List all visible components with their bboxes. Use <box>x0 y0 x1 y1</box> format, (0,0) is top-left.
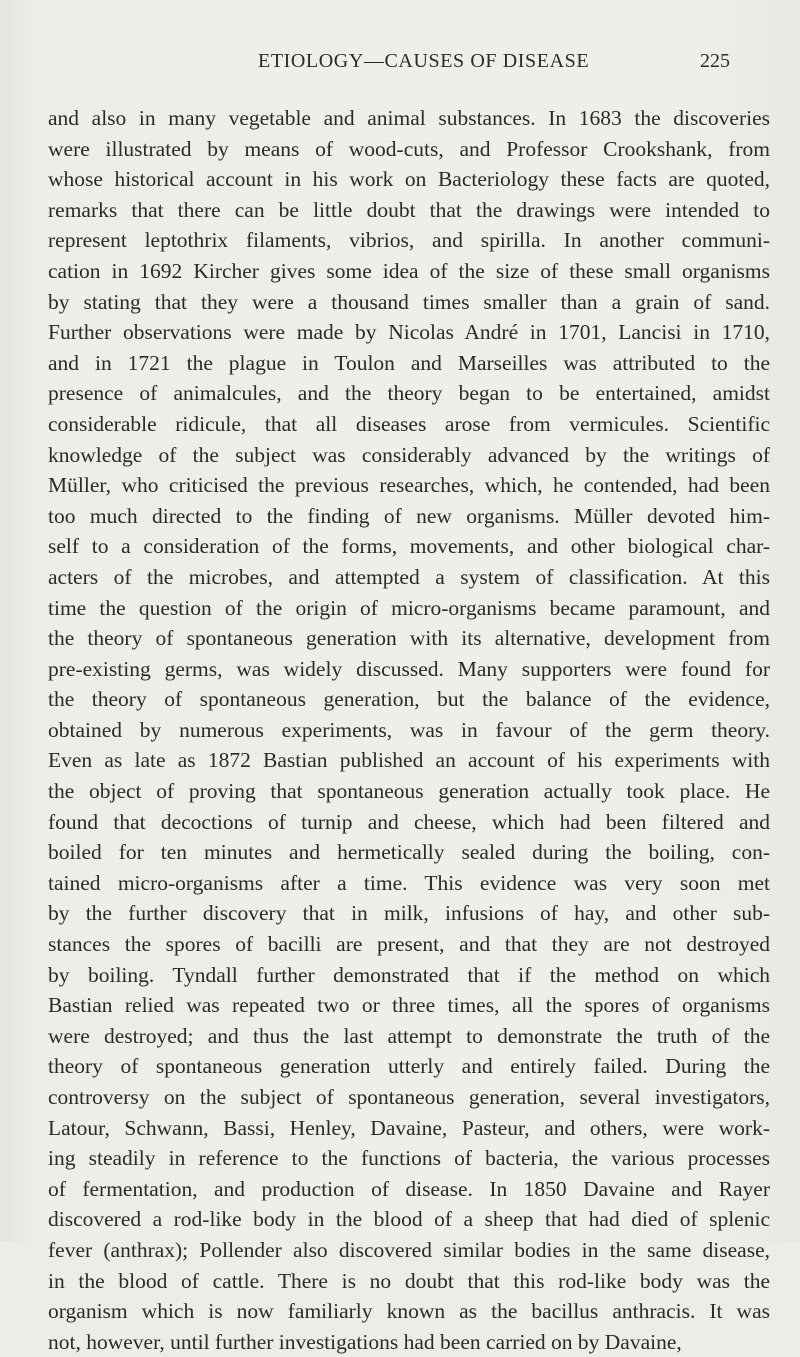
text-line: the theory of spontaneous generation with its alternative, development from <box>48 626 770 651</box>
text-line: the object of proving that spontaneous generation actually took place. He <box>48 779 770 804</box>
text-line: theory of spontaneous generation utterly and entirely failed. During the <box>48 1054 770 1079</box>
text-line: boiled for ten minutes and hermetically sealed during the boiling, con- <box>48 840 770 865</box>
running-title: ETIOLOGY—CAUSES OF DISEASE <box>258 50 590 72</box>
text-line: tained micro-organisms after a time. This evidence was very soon met <box>48 870 770 895</box>
text-line: fever (anthrax); Pollender also discovered similar bodies in the same disease, <box>48 1237 770 1262</box>
text-line: too much directed to the finding of new organisms. Müller devoted him- <box>48 503 770 528</box>
text-line: presence of animalcules, and the theory began to be entertained, amidst <box>48 381 770 406</box>
text-line: of fermentation, and production of disease. In 1850 Davaine and Rayer <box>48 1176 770 1201</box>
page-number: 225 <box>700 50 730 72</box>
running-head <box>0 50 800 90</box>
text-line: by stating that they were a thousand times smaller than a grain of sand. <box>48 289 770 314</box>
text-line: obtained by numerous experiments, was in favour of the germ theory. <box>48 717 770 742</box>
text-line: pre-existing germs, was widely discussed. Many supporters were found for <box>48 656 770 681</box>
text-line: self to a consideration of the forms, movements, and other biological char- <box>48 534 770 559</box>
text-line: Even as late as 1872 Bastian published an account of his experiments with <box>48 748 770 773</box>
text-line: controversy on the subject of spontaneous generation, several investigators, <box>48 1085 770 1109</box>
text-line: considerable ridicule, that all diseases arose from vermicules. Scientific <box>48 411 770 436</box>
text-line: Müller, who criticised the previous researches, which, he contended, had been <box>48 473 770 498</box>
text-line: in the blood of cattle. There is no doubt that this rod-like body was the <box>48 1268 770 1293</box>
text-line: the theory of spontaneous generation, but the balance of the evidence, <box>48 687 770 712</box>
text-line: not, however, until further investigations had been carried on by Davaine, <box>48 1329 682 1354</box>
text-line: represent leptothrix filaments, vibrios, and spirilla. In another communi- <box>48 228 770 253</box>
text-line: knowledge of the subject was considerably advanced by the writings of <box>48 442 770 467</box>
text-line: and in 1721 the plague in Toulon and Marseilles was attributed to the <box>48 350 770 375</box>
text-line: by boiling. Tyndall further demonstrated that if the method on which <box>48 962 770 987</box>
text-line: Further observations were made by Nicolas André in 1701, Lancisi in 1710, <box>48 320 770 345</box>
text-line: cation in 1692 Kircher gives some idea of the size of these small organisms <box>48 258 770 283</box>
text-line: acters of the microbes, and attempted a system of classification. At this <box>48 564 770 589</box>
text-line: Latour, Schwann, Bassi, Henley, Davaine, Pasteur, and others, were work- <box>48 1115 770 1140</box>
text-line: whose historical account in his work on Bacteriology these facts are quoted, <box>48 167 770 192</box>
text-line: ing steadily in reference to the functions of bacteria, the various processes <box>48 1146 770 1171</box>
text-line: found that decoctions of turnip and cheese, which had been filtered and <box>48 809 770 834</box>
text-line: organism which is now familiarly known as the bacillus anthracis. It was <box>48 1299 770 1324</box>
text-line: were destroyed; and thus the last attempt to demonstrate the truth of the <box>48 1023 770 1048</box>
text-line: were illustrated by means of wood-cuts, and Professor Crookshank, from <box>48 136 770 161</box>
text-line: remarks that there can be little doubt that the drawings were intended to <box>48 197 770 222</box>
text-line: and also in many vegetable and animal substances. In 1683 the discoveries <box>48 106 770 130</box>
text-line: by the further discovery that in milk, infusions of hay, and other sub- <box>48 901 770 926</box>
text-line: Bastian relied was repeated two or three times, all the spores of organisms <box>48 993 770 1018</box>
text-line: discovered a rod-like body in the blood of a sheep that had died of splenic <box>48 1207 770 1232</box>
text-line: stances the spores of bacilli are present, and that they are not destroyed <box>48 932 770 957</box>
text-line: time the question of the origin of micro-organisms became paramount, and <box>48 595 770 620</box>
body-text <box>48 103 770 1357</box>
